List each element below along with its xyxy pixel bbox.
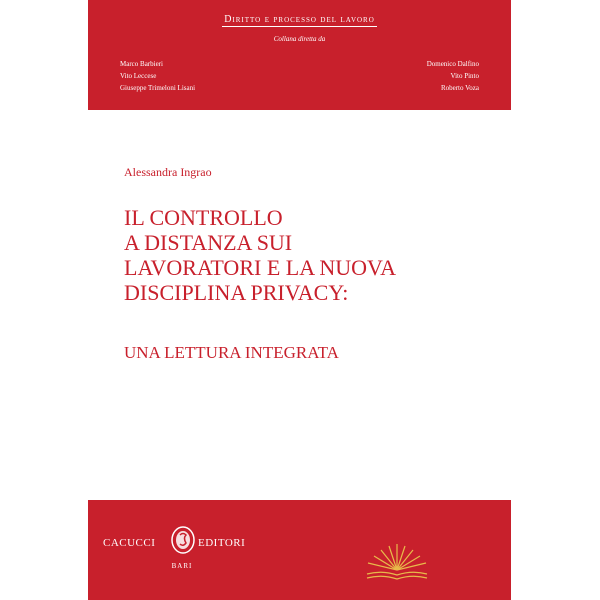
publisher-name-right: EDITORI xyxy=(198,537,246,549)
series-directed-by: Collana diretta da xyxy=(273,35,326,43)
publisher-name-left: CACUCCI xyxy=(103,537,156,549)
editor-name: Marco Barbieri xyxy=(120,60,163,68)
editors-right xyxy=(427,58,479,94)
title-line: IL CONTROLLO xyxy=(124,205,283,230)
series-title: Diritto e processo del lavoro xyxy=(224,14,375,25)
editor-name: Vito Pinto xyxy=(450,72,479,80)
editor-name: Giuseppe Trimeloni Lisani xyxy=(120,84,196,92)
book-subtitle: UNA LETTURA INTEGRATA xyxy=(124,343,339,362)
book-title xyxy=(124,205,396,305)
rising-sun-book-icon xyxy=(363,540,431,582)
publisher-seal-icon xyxy=(170,525,196,555)
top-band xyxy=(88,0,511,110)
book-cover xyxy=(88,0,511,600)
editor-name: Roberto Voza xyxy=(440,84,479,92)
author-name: Alessandra Ingrao xyxy=(124,165,212,179)
publisher-city: BARI xyxy=(171,562,193,570)
editor-name: Vito Leccese xyxy=(120,72,157,80)
title-line: LAVORATORI E LA NUOVA xyxy=(124,255,396,280)
bottom-band xyxy=(88,500,511,600)
editor-name: Domenico Dalfino xyxy=(426,60,479,68)
editors-left xyxy=(120,58,195,94)
title-line: A DISTANZA SUI xyxy=(124,230,293,255)
title-line: DISCIPLINA PRIVACY: xyxy=(124,280,349,305)
